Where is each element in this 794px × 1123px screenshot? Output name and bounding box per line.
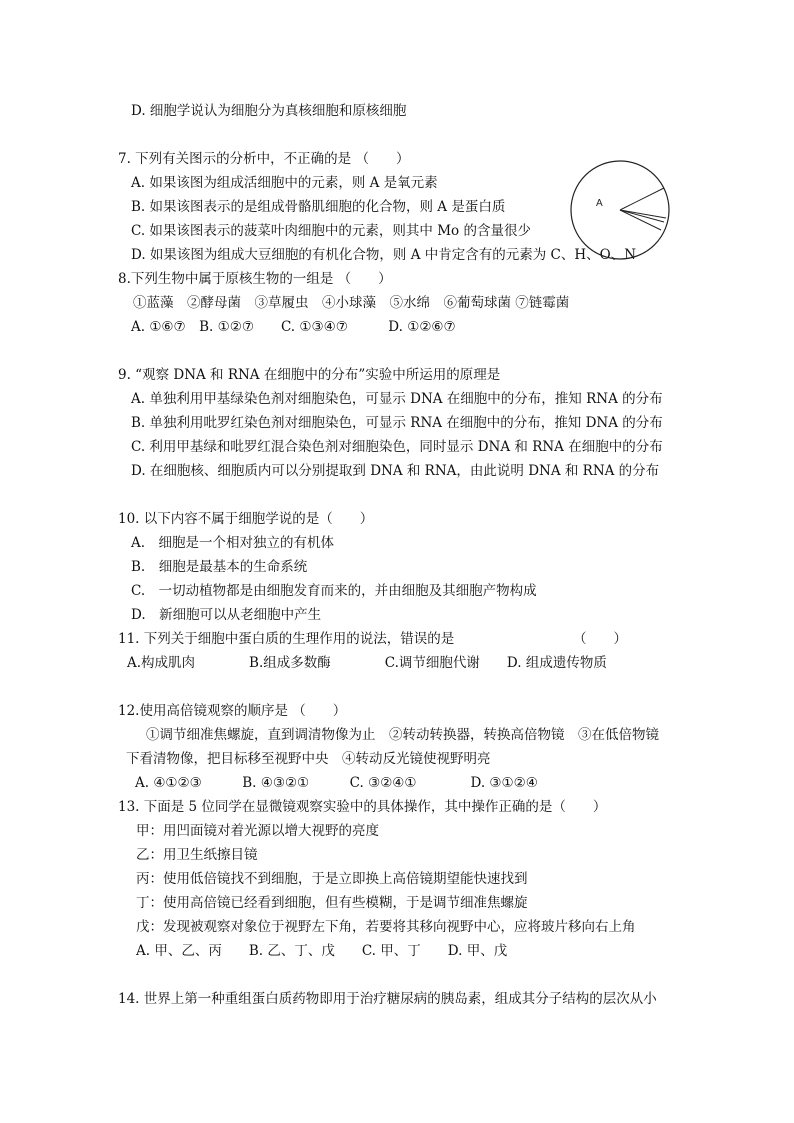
q6-option-d: D. 细胞学说认为细胞分为真核细胞和原核细胞 [131, 103, 407, 119]
q12-stem: 12.使用高倍镜观察的顺序是 （ ） [118, 703, 347, 719]
q10-option-a: A. 细胞是一个相对独立的有机体 [131, 535, 335, 551]
pie-divider-2 [620, 210, 666, 218]
q7-option-a: A. 如果该图为组成活细胞中的元素，则 A 是氧元素 [131, 175, 438, 191]
q9-option-d: D. 在细胞核、细胞质内可以分别提取到 DNA 和 RNA，由此说明 DNA 和 RNA 的分布 [131, 463, 660, 479]
q13-item-yi: 乙：用卫生纸擦目镜 [136, 847, 258, 863]
q12-options: A. ④①②③ B. ④③②① C. ③②④① D. ③①②④ [135, 775, 538, 791]
q13-item-jia: 甲：用凹面镜对着光源以增大视野的亮度 [136, 823, 379, 839]
q12-items-line1: ①调节细准焦螺旋，直到调清物像为止 ②转动转换器，转换高倍物镜 ③在低倍物镜 [146, 727, 659, 743]
q7-option-d: D. 如果该图为组成大豆细胞的有机化合物，则 A 中肯定含有的元素为 C、H、O、N [131, 247, 637, 263]
q13-item-ding: 丁：使用高倍镜已经看到细胞，但有些模糊，于是调节细准焦螺旋 [136, 895, 528, 911]
q11-answer-bracket: （ ） [573, 631, 627, 647]
q13-options: A. 甲、乙、丙 B. 乙、丁、戊 C. 甲、丁 D. 甲、戊 [136, 943, 508, 959]
q7-pie-figure [568, 158, 672, 262]
q9-option-a: A. 单独利用甲基绿染色剂对细胞染色，可显示 DNA 在细胞中的分布，推知 RNA 的分布 [131, 391, 663, 407]
q10-option-c: C. 一切动植物都是由细胞发育而来的，并由细胞及其细胞产物构成 [131, 583, 537, 599]
q10-option-b: B. 细胞是最基本的生命系统 [131, 559, 308, 575]
q8-stem: 8.下列生物中属于原核生物的一组是 （ ） [118, 271, 392, 287]
q10-stem: 10. 以下内容不属于细胞学说的是（ ） [118, 511, 374, 527]
q11-options: A.构成肌肉 B.组成多数酶 C.调节细胞代谢 D. 组成遗传物质 [127, 655, 607, 671]
q13-stem: 13. 下面是 5 位同学在显微镜观察实验中的具体操作，其中操作正确的是（ ） [118, 799, 607, 815]
q7-stem: 7. 下列有关图示的分析中，不正确的是 （ ） [118, 151, 410, 167]
q8-options: A. ①⑥⑦ B. ①②⑦ C. ①③④⑦ D. ①②⑥⑦ [131, 319, 456, 335]
q13-item-wu: 戊：发现被观察对象位于视野左下角，若要将其移向视野中心，应将玻片移向右上角 [136, 919, 636, 935]
q10-option-d: D. 新细胞可以从老细胞中产生 [131, 607, 322, 623]
q9-option-c: C. 利用甲基绿和吡罗红混合染色剂对细胞染色，同时显示 DNA 和 RNA 在细胞中的分布 [131, 439, 663, 455]
q14-stem: 14. 世界上第一种重组蛋白质药物即用于治疗糖尿病的胰岛素，组成其分子结构的层次从小 [118, 991, 657, 1007]
q9-stem: 9. “观察 DNA 和 RNA 在细胞中的分布”实验中所运用的原理是 [118, 367, 501, 383]
q13-item-bing: 丙：使用低倍镜找不到细胞，于是立即换上高倍镜期望能快速找到 [136, 871, 528, 887]
pie-label-a: A [596, 198, 603, 209]
q7-option-b: B. 如果该图表示的是组成骨骼肌细胞的化合物，则 A 是蛋白质 [131, 199, 506, 215]
q8-items: ①蓝藻 ②酵母菌 ③草履虫 ④小球藻 ⑤水绵 ⑥葡萄球菌 ⑦链霉菌 [133, 295, 570, 311]
pie-divider-1 [620, 188, 664, 210]
q9-option-b: B. 单独利用吡罗红染色剂对细胞染色，可显示 RNA 在细胞中的分布，推知 DNA 的分布 [131, 415, 663, 431]
q7-option-c: C. 如果该图表示的菠菜叶肉细胞中的元素，则其中 Mo 的含量很少 [131, 223, 531, 239]
q12-items-line2: 下看清物像，把目标移至视野中央 ④转动反光镜使视野明亮 [126, 751, 491, 767]
q11-stem: 11. 下列关于细胞中蛋白质的生理作用的说法，错误的是 [118, 631, 455, 647]
